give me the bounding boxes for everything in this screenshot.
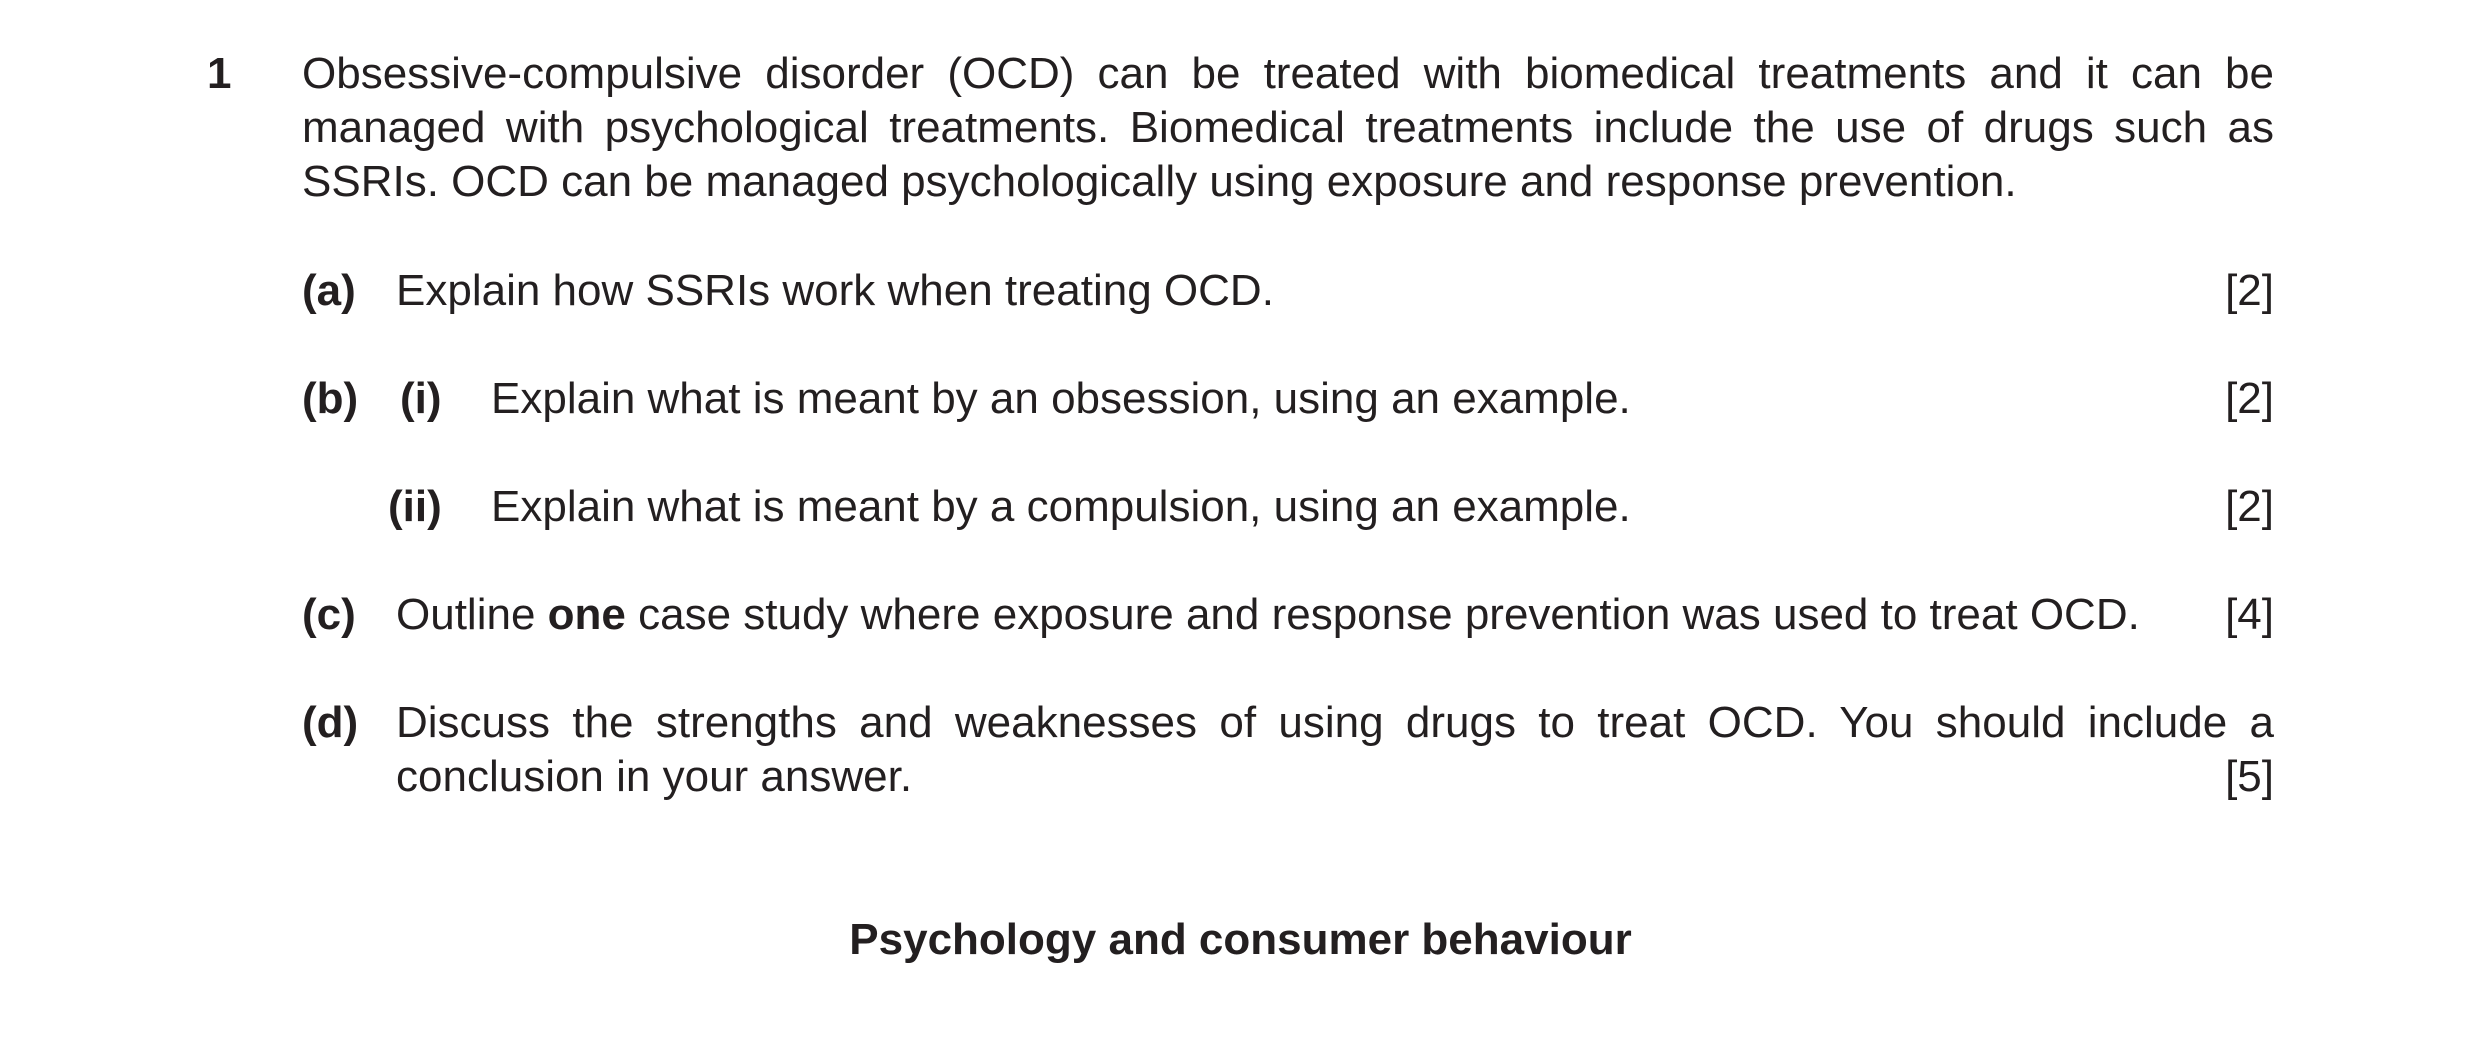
part-c-label: (c) (302, 590, 356, 639)
part-b-i-sublabel: (i) (400, 374, 442, 423)
part-d-marks: [5] (2225, 752, 2274, 801)
part-b-ii-sublabel: (ii) (388, 482, 442, 531)
part-c-text-after: case study where exposure and response prevention was used to treat OCD. (625, 590, 2140, 639)
part-a-label: (a) (302, 266, 356, 315)
part-b-i-marks: [2] (2225, 374, 2274, 423)
section-heading: Psychology and consumer behaviour (849, 915, 1632, 964)
part-b-ii-text: Explain what is meant by a compulsion, using an example. (491, 482, 1631, 531)
part-c-marks: [4] (2225, 590, 2274, 639)
part-c (302, 588, 2274, 642)
part-c-text-emph: one (547, 590, 626, 639)
part-c-text-before: Outline (396, 590, 548, 639)
part-d-text: Discuss the strengths and weaknesses of using drugs to treat OCD. You should include a conclusion in your answer. (396, 698, 2274, 801)
question-number: 1 (207, 49, 232, 98)
part-a-marks: [2] (2225, 266, 2274, 315)
part-c-text (396, 588, 2204, 642)
part-b-i-text: Explain what is meant by an obsession, using an example. (491, 374, 1631, 423)
part-d-label: (d) (302, 698, 359, 747)
part-b-ii-marks: [2] (2225, 482, 2274, 531)
part-a-text: Explain how SSRIs work when treating OCD. (396, 266, 1274, 315)
part-b-label: (b) (302, 374, 359, 423)
part-b-i (302, 372, 2274, 426)
part-d (302, 696, 2274, 804)
part-a (302, 264, 2274, 318)
part-b-ii (302, 480, 2274, 534)
question-stem: Obsessive-compulsive disorder (OCD) can be treated with biomedical treatments and it can be managed with psychological treatments. Biomedical treatments include the use of drugs such as SSRIs. OCD can be managed psychologically using exposure and response prevention. (302, 49, 2274, 206)
